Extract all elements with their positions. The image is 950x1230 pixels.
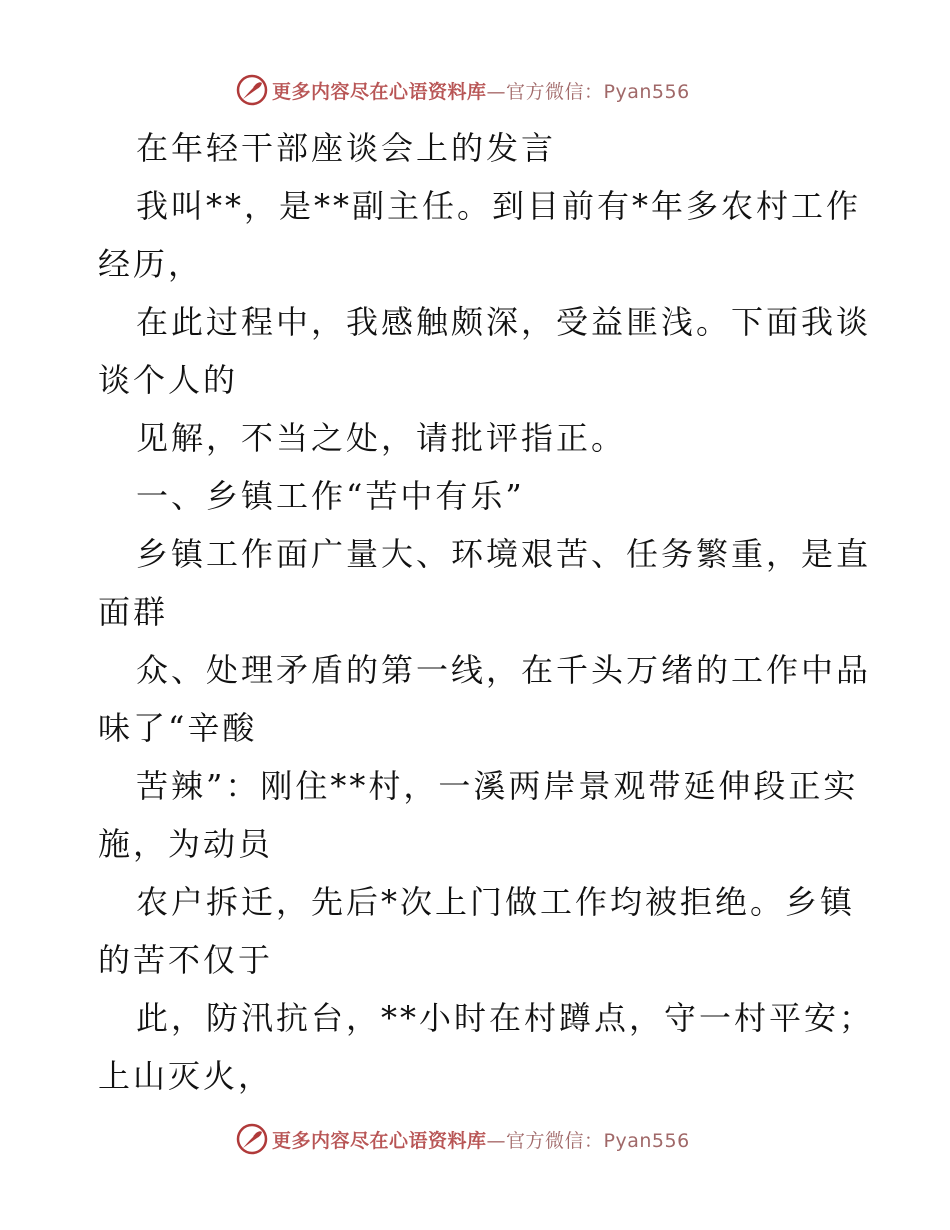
paragraph-line: 上山灭火， (98, 1057, 274, 1095)
paragraph-line: 此，防汛抗台，**小时在村蹲点，守一村平安； (136, 999, 875, 1037)
paragraph-line: 苦辣”：刚住**村，一溪两岸景观带延伸段正实 (136, 767, 859, 805)
paragraph-line: 我叫**，是**副主任。到目前有*年多农村工作 (136, 187, 862, 225)
paragraph-line: 面群 (98, 593, 169, 631)
paragraph-line: 农户拆迁，先后*次上门做工作均被拒绝。乡镇 (136, 883, 856, 921)
section-heading: 一、乡镇工作“苦中有乐” (136, 477, 525, 515)
header-banner (236, 72, 756, 108)
paragraph-line: 施，为动员 (98, 825, 274, 863)
quill-logo-icon (236, 74, 268, 106)
banner-lead: 更多内容尽在心语资料库 (272, 80, 487, 103)
paragraph-line: 味了“辛酸 (98, 709, 258, 747)
paragraph-line: 经历， (98, 245, 204, 283)
banner-wechat-id: Pyan556 (603, 80, 690, 103)
paragraph-line: 谈个人的 (98, 361, 239, 399)
banner-dash: — (486, 1129, 507, 1152)
paragraph-line: 见解，不当之处，请批评指正。 (136, 419, 627, 457)
banner-wechat-label: 官方微信： (506, 80, 604, 103)
banner-dash: — (486, 80, 507, 103)
paragraph-line: 乡镇工作面广量大、环境艰苦、任务繁重，是直 (136, 535, 872, 573)
paragraph-line: 在此过程中，我感触颇深，受益匪浅。下面我谈 (136, 303, 872, 341)
banner-text (272, 1126, 690, 1153)
banner-wechat-id: Pyan556 (603, 1129, 690, 1152)
document-title: 在年轻干部座谈会上的发言 (136, 129, 557, 167)
banner-lead: 更多内容尽在心语资料库 (272, 1129, 487, 1152)
paragraph-line: 的苦不仅于 (98, 941, 274, 979)
quill-logo-icon (236, 1123, 268, 1155)
paragraph-line: 众、处理矛盾的第一线，在千头万绪的工作中品 (136, 651, 872, 689)
banner-wechat-label: 官方微信： (506, 1129, 604, 1152)
footer-banner (236, 1121, 756, 1157)
banner-text (272, 77, 690, 104)
